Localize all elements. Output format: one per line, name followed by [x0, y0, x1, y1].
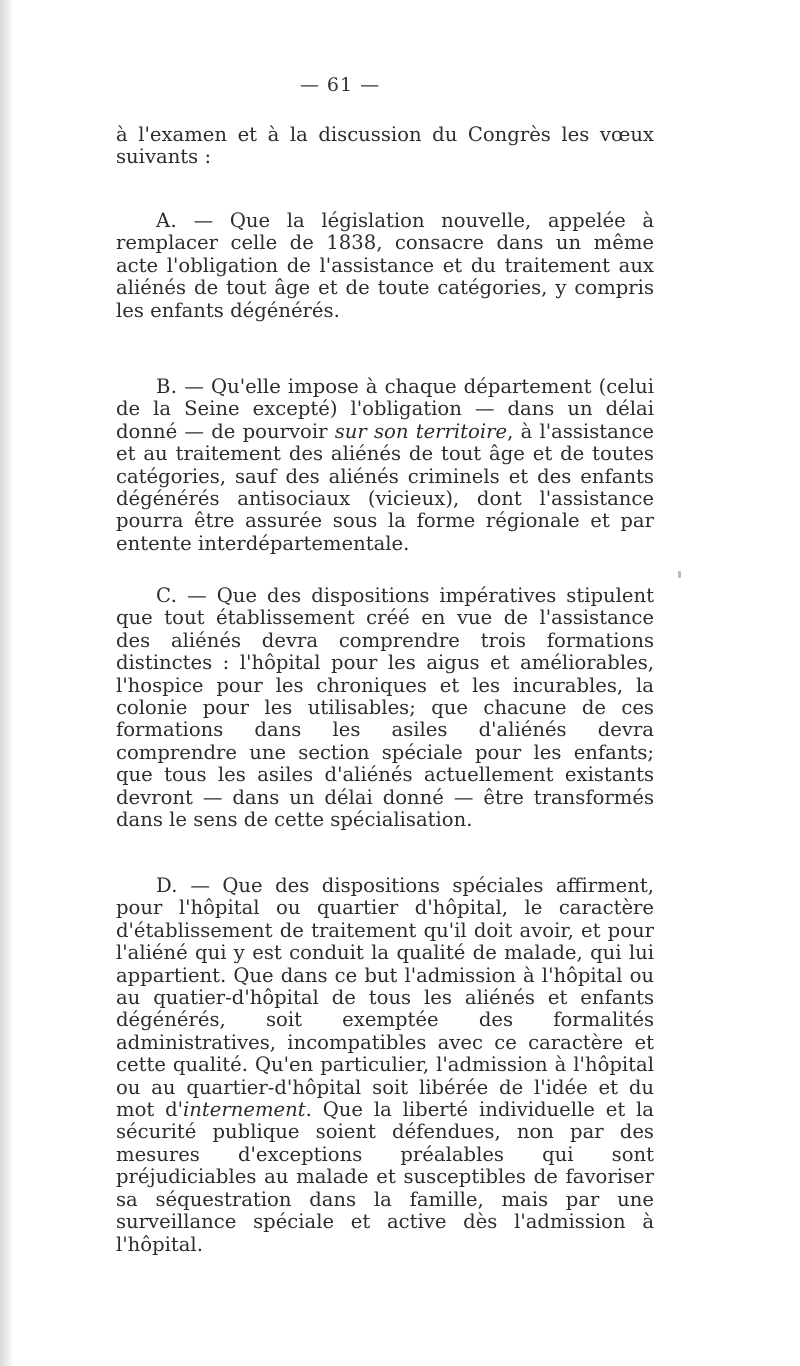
paragraph-d-text-before: — Que des dispositions spéciales affirment, pour l'hôpital ou quartier d'hôpital, le caractère d'établissement de traitement qu'il doit avoir, et pour l'aliéné qui y est conduit la qualité de malade, qui lui appartient. Que dans ce but l'admission à l'hôpital ou au quatier-d'hôpital de tous les aliénés et enfants dégénérés, soit exemptée des formalités administratives, incompatibles avec ce caractère et cette qualité. Qu'en particulier, l'admission à l'hôpital ou au quartier-d'hôpital soit libérée de l'idée et du mot d'	[116, 874, 654, 1122]
intro-text: à l'examen et à la discussion du Congrès les vœux suivants :	[116, 123, 654, 169]
page-number: — 61 —	[299, 74, 381, 96]
section-letter-b: B.	[156, 375, 178, 398]
paragraph-d-text-after: . Que la liberté individuelle et la sécurité publique soient défendues, non par des mesures d'exceptions préalables qui sont préjudiciables au malade et susceptibles de favoriser sa séquestration dans la famille, mais par une surveillance spéciale et active dès l'admission à l'hôpital.	[116, 1098, 654, 1256]
paragraph-b-text-after: , à l'assistance et au traitement des aliénés de tout âge et de toutes catégories, sauf des aliénés criminels et des enfants dégénérés antisociaux (vicieux), dont l'assistance pourra être assurée sous la forme régionale et par entente interdépartementale.	[116, 419, 654, 555]
paragraph-d	[116, 875, 654, 1256]
paragraph-c-text: — Que des dispositions impératives stipulent que tout établissement créé en vue de l'assistance des aliénés devra comprendre trois formations distinctes : l'hôpital pour les aigus et améliorables, l'hospice pour les chroniques et les incurables, la colonie pour les utilisables; que chacune de ces formations dans les asiles d'aliénés devra comprendre une section spéciale pour les enfants; que tous les asiles d'aliénés actuellement existants devront — dans un délai donné — être transformés dans le sens de cette spécialisation.	[116, 584, 654, 832]
section-letter-c: C.	[156, 584, 178, 607]
page-edge-shadow	[0, 0, 14, 1366]
paragraph-a	[116, 210, 654, 322]
paragraph-b	[116, 376, 654, 555]
paragraph-a-text: — Que la législation nouvelle, appelée à remplacer celle de 1838, consacre dans un même acte l'obligation de l'assistance et du traitement aux aliénés de tout âge et de toute catégories, y compris les enfants dégénérés.	[116, 209, 655, 322]
paragraph-c	[116, 585, 654, 831]
paragraph-b-emphasis: sur son territoire	[334, 419, 508, 443]
paragraph-d-emphasis: internement	[183, 1098, 306, 1122]
paper-speck	[678, 571, 681, 578]
intro-paragraph	[116, 124, 654, 169]
section-letter-d: D.	[156, 874, 178, 897]
paragraph-b-text-before: — Qu'elle impose à chaque département (celui de la Seine excepté) l'obligation — dans un délai donné — de pourvoir	[116, 375, 654, 443]
section-letter-a: A.	[156, 209, 177, 232]
